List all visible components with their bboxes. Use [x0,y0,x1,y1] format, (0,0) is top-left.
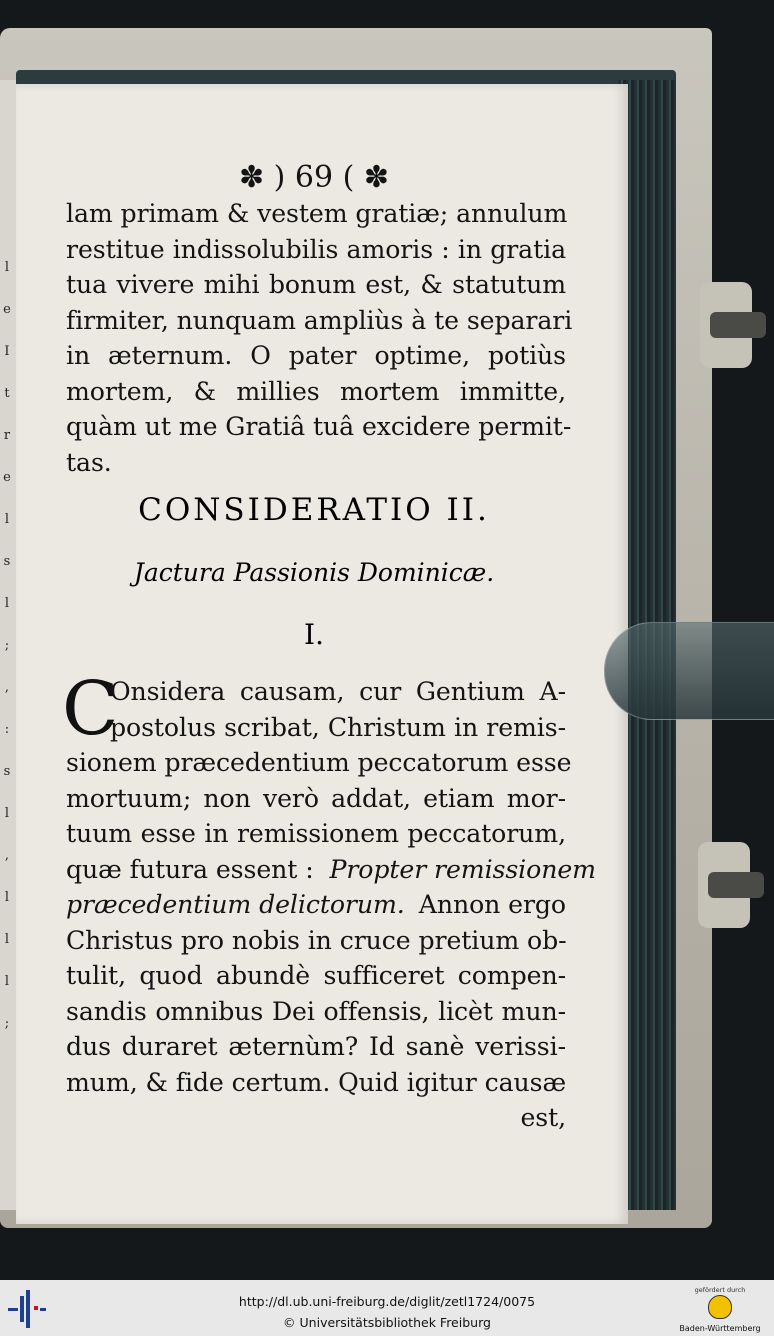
funded-by-label: gefördert durch [694,1286,746,1294]
facing-page-letter: l [4,890,10,905]
text-line: sandis omnibus Dei offensis, licèt mun- [66,996,566,1026]
section-subtitle: Jactura Passionis Dominicæ. [133,558,495,587]
text-line: tua vivere mihi bonum est, & statutum [66,270,566,299]
facing-page-letter: , [4,680,10,695]
permalink-url[interactable]: http://dl.ub.uni-freiburg.de/diglit/zetl1724/0075 [238,1294,536,1309]
facing-page-letter: , [4,848,10,863]
facing-page-letter: I [4,344,10,359]
facing-page-letter: : [4,722,10,737]
copyright-text: © Universitätsbibliothek Freiburg [283,1315,491,1330]
text-span: quæ futura essent : [66,854,314,884]
text-line: restitue indissolubilis amoris : in gratia [66,234,566,264]
facing-page-letter: s [3,764,11,779]
facing-page-letter: l [4,974,10,989]
text-line: mortuum; non verò addat, etiam mor- [66,783,566,813]
facing-page-letter: e [3,302,11,317]
text-line: lam primam & vestem gratiæ; annulum [66,199,568,228]
text-line-mixed [66,852,596,888]
italic-span: præcedentium delictorum. [66,890,405,919]
text-line: tas. [66,447,112,477]
text-span: Annon ergo [418,890,566,919]
section-title: CONSIDERATIO II. [138,492,490,528]
facing-page-letter: ; [4,638,10,653]
viewer-footer [0,1280,774,1336]
text-line: quàm ut me Gratiâ tuâ excidere permit- [66,412,572,441]
facing-page-letters [0,260,14,1058]
clasp-upper [700,282,752,368]
coat-of-arms-icon [708,1295,732,1319]
facing-page-letter: e [3,470,11,485]
facing-page-letter: t [4,386,10,401]
facing-page-letter: l [4,260,10,275]
facing-page-letter: l [4,596,10,611]
drop-capital: C [62,666,119,752]
facing-page-letter: ; [4,1016,10,1031]
italic-span: Propter remissionem [329,854,596,884]
page-header: ✽ ) 69 ( ✽ [239,160,389,195]
text-line: sionem præcedentium peccatorum esse [66,748,572,777]
text-line: in æternum. O pater optime, potiùs [66,341,566,370]
text-line: Onsidera causam, cur Gentium A- [110,677,566,706]
text-line: tuum esse in remissionem peccatorum, [66,819,566,848]
facing-page-letter: l [4,512,10,527]
catchword: est, [520,1103,566,1132]
facing-page-letter: s [3,554,11,569]
text-block-body [66,674,596,1136]
funder-logo [672,1286,768,1334]
facing-page-letter: l [4,932,10,947]
facing-page-letter: r [3,428,11,443]
funder-name: Baden-Württemberg [679,1324,761,1333]
page-ruler [604,622,774,720]
text-line: dus duraret æternùm? Id sanè verissi- [66,1032,566,1061]
text-line: mortem, & millies mortem immitte, [66,376,566,406]
text-line: mum, & fide certum. Quid igitur causæ [66,1067,567,1097]
text-line-mixed [66,887,566,923]
clasp-lower [698,842,750,928]
text-line: Christus pro nobis in cruce pretium ob- [66,925,567,955]
text-line: tulit, quod abundè sufficeret compen- [66,961,566,990]
text-line: firmiter, nunquam ampliùs à te separari [66,305,573,335]
section-numeral: I. [304,618,324,651]
text-block-top [66,196,573,480]
facing-page-letter: l [4,806,10,821]
text-line: postolus scribat, Christum in remis- [110,712,566,742]
